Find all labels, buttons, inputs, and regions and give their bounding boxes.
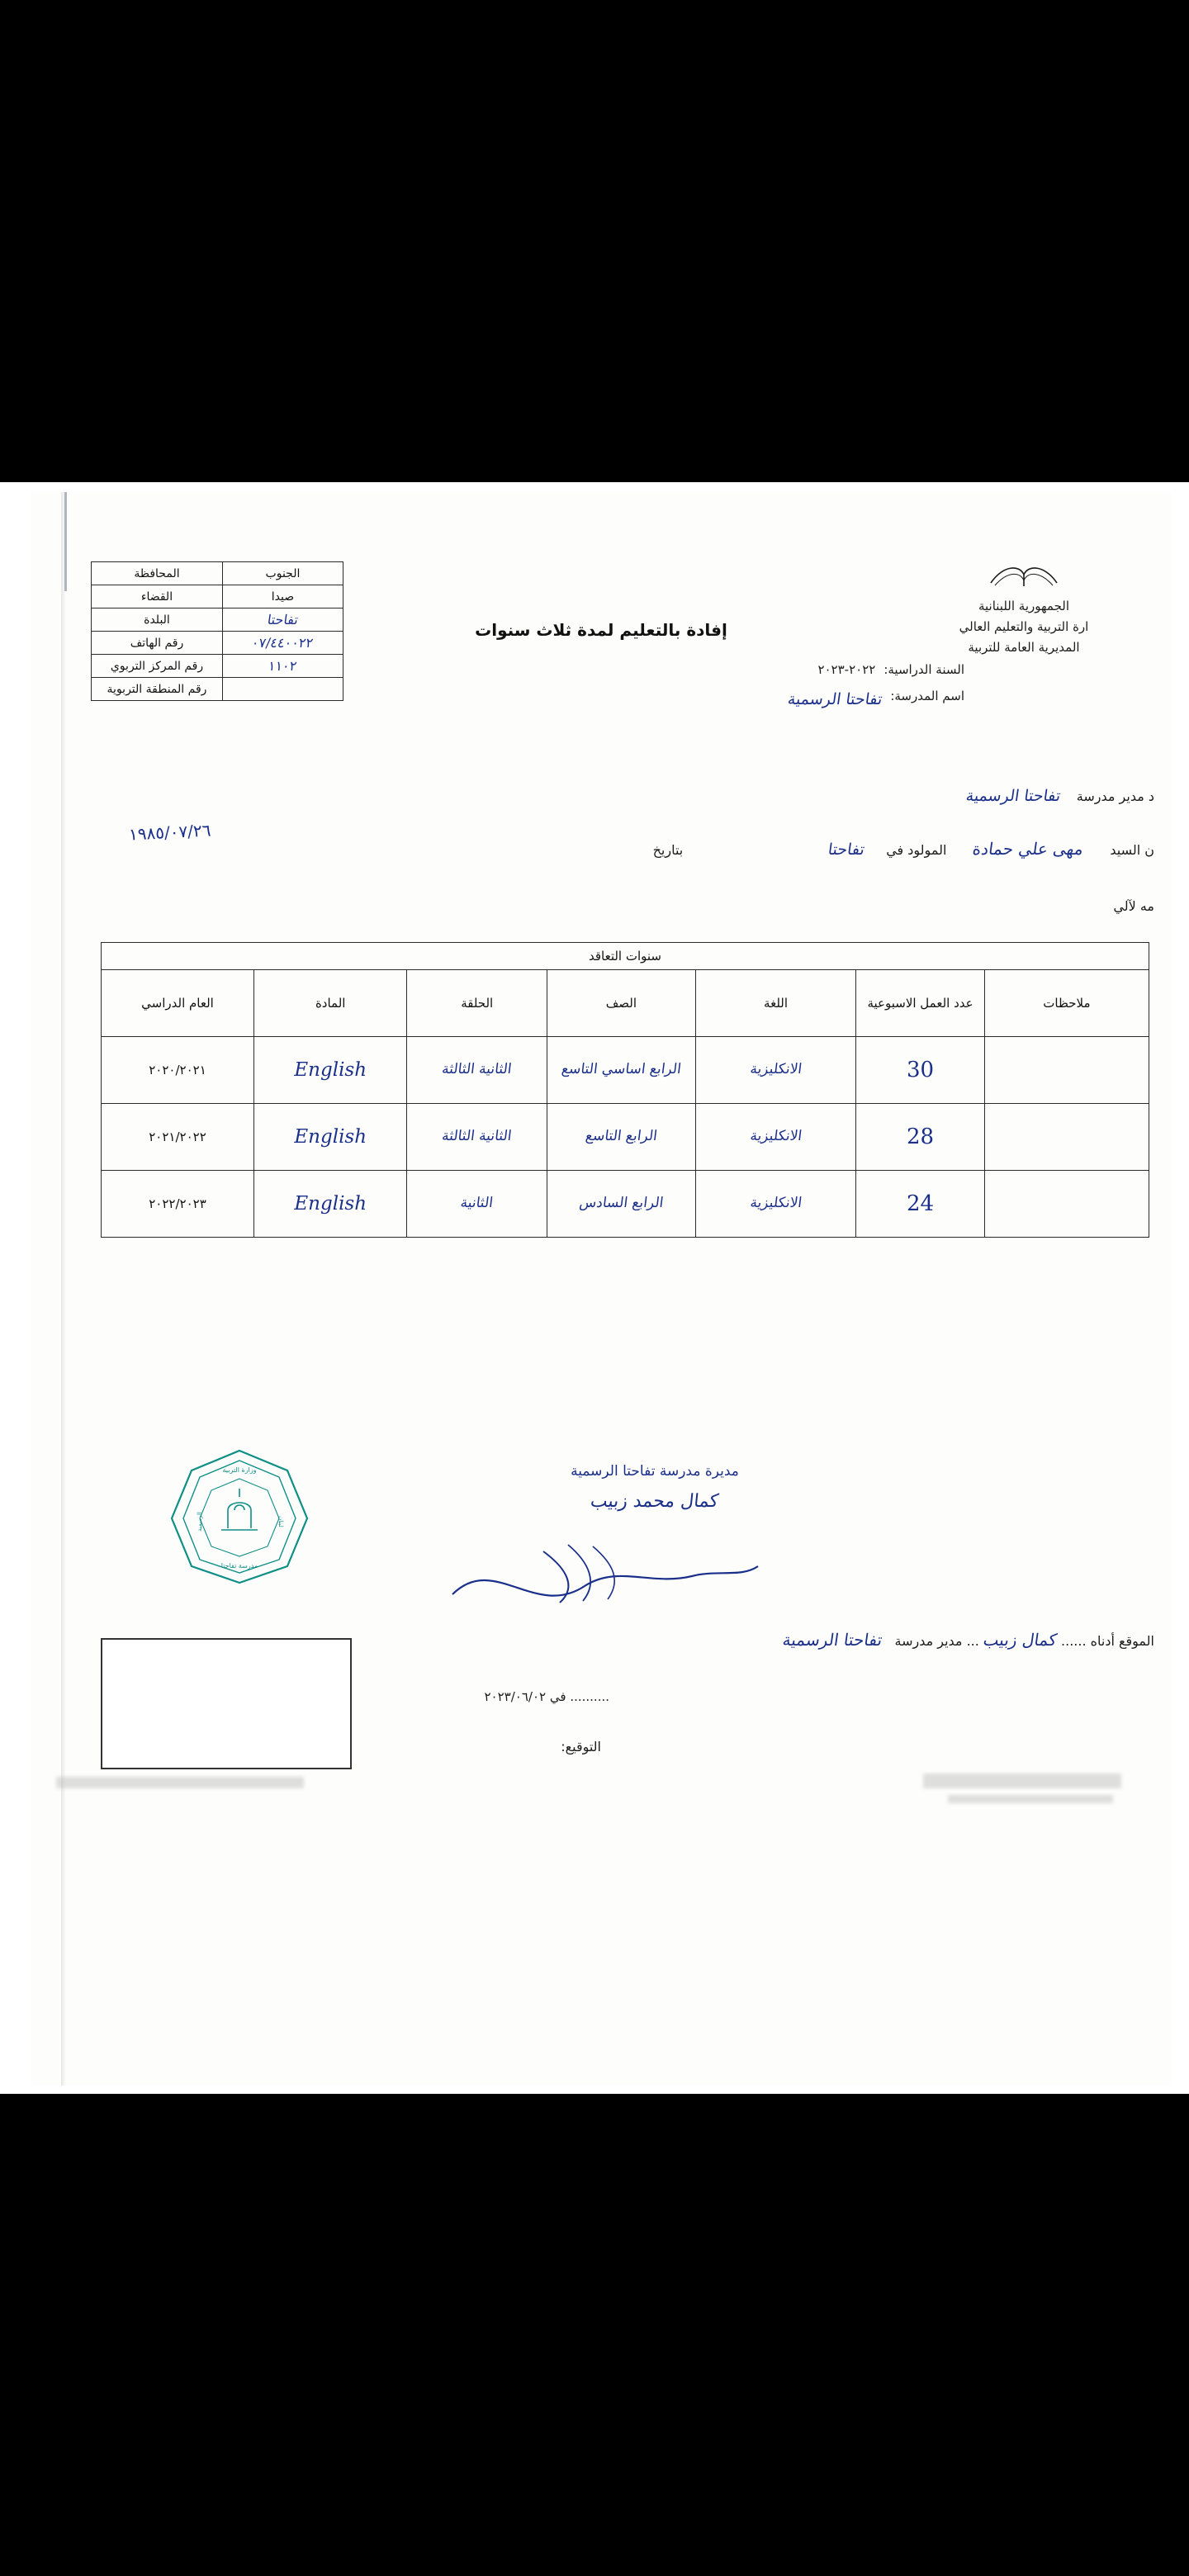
- cell-language-1: الانكليزية: [695, 1104, 856, 1171]
- cell-language-2: الانكليزية: [695, 1171, 856, 1238]
- ministry-header: [900, 558, 1148, 657]
- scan-smudge: [948, 1795, 1113, 1803]
- info-value-1: صيدا: [222, 585, 343, 608]
- table-caption: سنوات التعاقد: [102, 943, 1149, 970]
- school-year-row: [552, 657, 964, 684]
- cell-language-0: الانكليزية: [695, 1037, 856, 1104]
- ministry-line-3: المديرية العامة للتربية: [968, 639, 1080, 655]
- header-year: العام الدراسي: [102, 970, 254, 1037]
- director-signature-block: [477, 1458, 832, 1519]
- table-row: [102, 1171, 1149, 1238]
- cell-year-2: ٢٠٢٢/٢٠٢٣: [102, 1171, 254, 1238]
- statement-line-2-prefix: ن السيد: [1110, 842, 1154, 858]
- svg-text:مدرسة تفاحتا: مدرسة تفاحتا: [220, 1562, 258, 1570]
- location-info-table: [91, 561, 343, 701]
- scan-smudge: [923, 1773, 1121, 1788]
- scan-edge-artifact: [64, 492, 67, 591]
- cell-cycle-0: الثانية الثالثة: [407, 1037, 547, 1104]
- table-row: [92, 678, 343, 701]
- school-meta: [552, 657, 964, 716]
- header-hours: عدد العمل الاسبوعية: [856, 970, 984, 1037]
- scan-edge-shadow: [61, 492, 66, 2086]
- footer-date-value: ٢٠٢٣/٠٦/٠٢: [484, 1689, 547, 1704]
- table-row: [92, 655, 343, 678]
- document-page: [0, 482, 1189, 2094]
- table-row: [102, 1037, 1149, 1104]
- handwritten-signature: [444, 1528, 775, 1627]
- info-label-1: القضاء: [92, 585, 223, 608]
- statement-line-3: مه لآلي: [1113, 898, 1154, 914]
- director-name: كمال محمد زبيب: [590, 1491, 720, 1513]
- cell-year-1: ٢٠٢١/٢٠٢٢: [102, 1104, 254, 1171]
- ministry-line-2: ارة التربية والتعليم العالي: [959, 618, 1089, 634]
- statement-line-1-school: تفاحتا الرسمية: [964, 787, 1063, 805]
- header-notes: ملاحظات: [984, 970, 1149, 1037]
- teacher-name: مهى علي حمادة: [971, 839, 1086, 859]
- signature-box: [101, 1638, 352, 1769]
- info-value-0: الجنوب: [222, 562, 343, 585]
- table-row: [92, 608, 343, 632]
- cell-subject-2: English: [254, 1171, 407, 1238]
- svg-text:وزارة التربية: وزارة التربية: [222, 1466, 257, 1474]
- statement-line-1: [246, 787, 1154, 805]
- svg-text:الرسمية: الرسمية: [197, 1512, 203, 1532]
- info-label-2: البلدة: [92, 608, 223, 632]
- header-cycle: الحلقة: [407, 970, 547, 1037]
- school-name-label: اسم المدرسة:: [890, 688, 964, 703]
- birth-date-label: بتاريخ: [652, 842, 684, 858]
- info-value-4: ١١٠٢: [222, 655, 343, 678]
- school-year-value: ٢٠٢٢-٢٠٢٣: [817, 662, 876, 677]
- statement-line-2: [81, 839, 1154, 859]
- footer-mid: مدير مدرسة: [894, 1633, 963, 1649]
- birth-date-value: ١٩٨٥/٠٧/٢٦: [128, 820, 211, 845]
- footer-school: تفاحتا الرسمية: [781, 1630, 884, 1650]
- cell-hours-1: 28: [856, 1104, 984, 1171]
- school-year-label: السنة الدراسية:: [883, 662, 964, 677]
- birth-place-label: المولود في: [886, 842, 947, 858]
- footer-prefix: الموقع أدناه: [1090, 1633, 1154, 1649]
- svg-text:لبنان: لبنان: [277, 1516, 284, 1527]
- cell-notes-1: [984, 1104, 1149, 1171]
- info-value-2: تفاحتا: [222, 608, 343, 632]
- header-grade: الصف: [547, 970, 696, 1037]
- info-label-5: رقم المنطقة التربوية: [92, 678, 223, 701]
- info-value-5: [222, 678, 343, 701]
- cell-grade-1: الرابع التاسع: [547, 1104, 696, 1171]
- cell-subject-1: English: [254, 1104, 407, 1171]
- info-label-0: المحافظة: [92, 562, 223, 585]
- info-value-3: ٠٧/٤٤٠٠٢٢: [222, 632, 343, 655]
- footer-name: كمال زبيب: [982, 1630, 1059, 1650]
- page-title: إفادة بالتعليم لمدة ثلاث سنوات: [475, 620, 727, 640]
- info-label-4: رقم المركز التربوي: [92, 655, 223, 678]
- table-row: [92, 632, 343, 655]
- info-label-3: رقم الهاتف: [92, 632, 223, 655]
- cell-year-0: ٢٠٢٠/٢٠٢١: [102, 1037, 254, 1104]
- cell-grade-0: الرابع اساسي التاسع: [547, 1037, 696, 1104]
- cell-subject-0: English: [254, 1037, 407, 1104]
- cell-hours-0: 30: [856, 1037, 984, 1104]
- contract-years-table: [101, 942, 1149, 1238]
- official-stamp-icon: [163, 1446, 316, 1586]
- scan-smudge: [56, 1777, 304, 1788]
- director-title: مديرة مدرسة تفاحتا الرسمية: [571, 1463, 739, 1480]
- cell-cycle-1: الثانية الثالثة: [407, 1104, 547, 1171]
- cell-grade-2: الرابع السادس: [547, 1171, 696, 1238]
- footer-date-prefix: في: [549, 1689, 566, 1704]
- statement-line-1-prefix: د مدير مدرسة: [1076, 788, 1154, 804]
- table-caption-row: [102, 943, 1149, 970]
- school-name-value: تفاحتا الرسمية: [786, 689, 883, 708]
- school-name-row: [552, 684, 964, 717]
- cell-cycle-2: الثانية: [407, 1171, 547, 1238]
- open-book-icon: [987, 558, 1061, 591]
- cell-hours-2: 24: [856, 1171, 984, 1238]
- footer-statement: الموقع أدناه ...... كمال زبيب ... مدير مدرسة تفاحتا الرسمية: [781, 1630, 1154, 1650]
- table-row: [92, 562, 343, 585]
- header-subject: المادة: [254, 970, 407, 1037]
- header-language: اللغة: [695, 970, 856, 1037]
- ministry-line-1: الجمهورية اللبنانية: [978, 599, 1070, 613]
- birth-place-value: تفاحتا: [827, 841, 866, 859]
- signature-label: التوقيع:: [561, 1739, 601, 1754]
- cell-notes-2: [984, 1171, 1149, 1238]
- scanned-paper: [31, 492, 1171, 2086]
- table-header-row: [102, 970, 1149, 1037]
- table-row: [92, 585, 343, 608]
- cell-notes-0: [984, 1037, 1149, 1104]
- table-row: [102, 1104, 1149, 1171]
- footer-date: .......... في ٢٠٢٣/٠٦/٠٢: [484, 1689, 609, 1704]
